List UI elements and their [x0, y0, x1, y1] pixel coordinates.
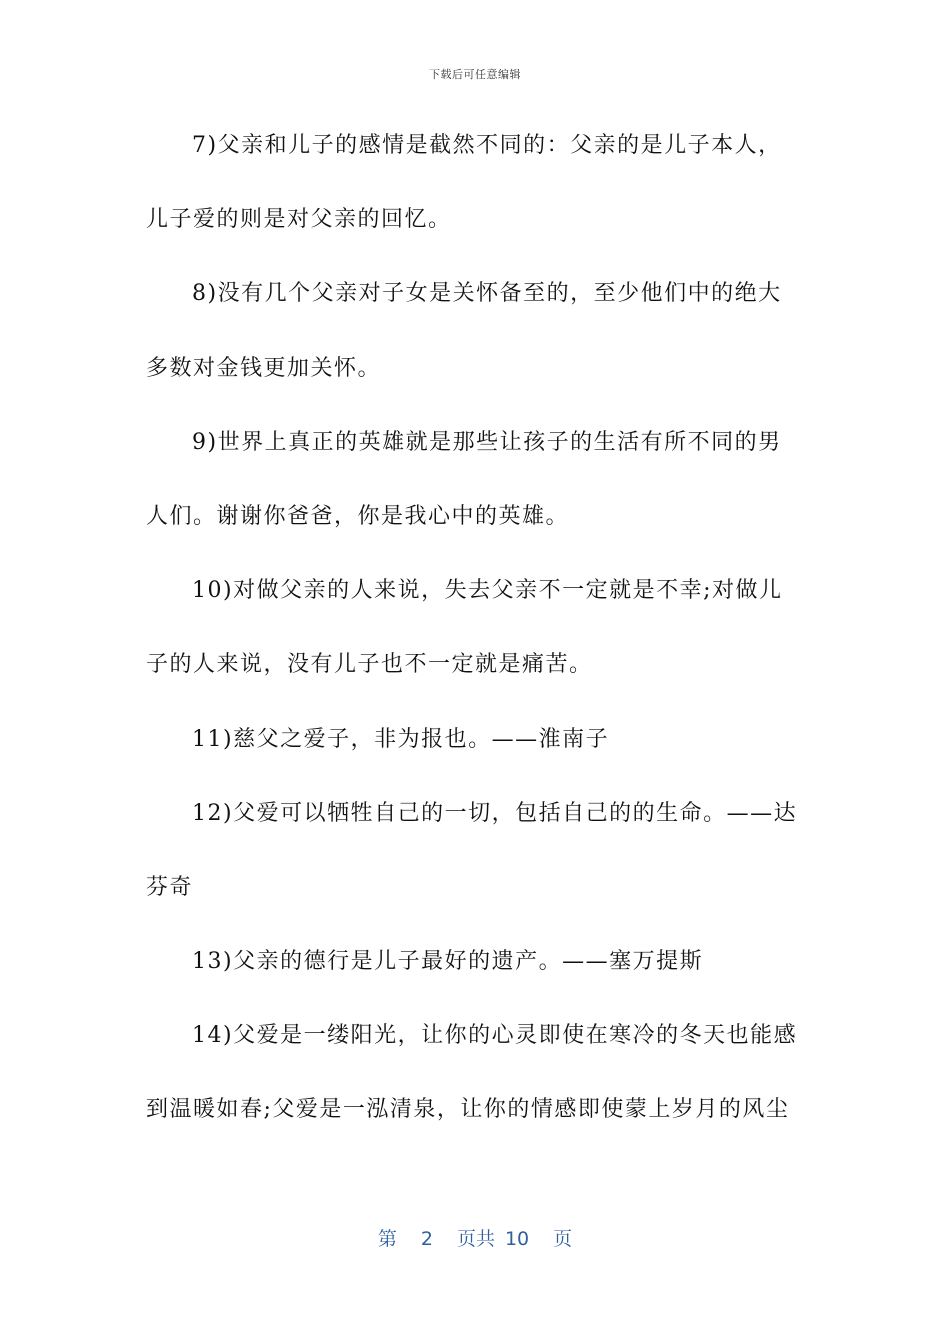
footer-page-mid: 页共	[456, 1228, 495, 1250]
text-line: 子的人来说，没有儿子也不一定就是痛苦。	[146, 652, 593, 678]
text-line: 芬奇	[146, 874, 194, 900]
text-line: 到温暖如春;父爱是一泓清泉，让你的情感即使蒙上岁月的风尘	[146, 1097, 790, 1123]
text-line: 14)父爱是一缕阳光，让你的心灵即使在寒冷的冬天也能感	[192, 1023, 798, 1049]
page-header: 下载后可任意编辑	[429, 68, 521, 81]
text-line: 8)没有几个父亲对子女是关怀备至的，至少他们中的绝大	[192, 281, 782, 307]
footer-current-page: 2	[420, 1228, 433, 1250]
footer-total-pages: 10	[504, 1228, 530, 1250]
text-line: 13)父亲的德行是儿子最好的遗产。——塞万提斯	[192, 949, 704, 975]
text-line: 7)父亲和儿子的感情是截然不同的：父亲的是儿子本人，	[192, 133, 782, 158]
text-line: 10)对做父亲的人来说，失去父亲不一定就是不幸;对做儿	[192, 578, 783, 604]
text-line: 多数对金钱更加关怀。	[146, 355, 382, 381]
text-line: 儿子爱的则是对父亲的回忆。	[146, 207, 452, 233]
text-line: 9)世界上真正的英雄就是那些让孩子的生活有所不同的男	[192, 429, 782, 455]
text-line: 11)慈父之爱子，非为报也。——淮南子	[192, 726, 610, 752]
body-content	[146, 122, 806, 1161]
text-line: 12)父爱可以牺牲自己的一切，包括自己的的生命。——达	[192, 800, 798, 826]
footer-page-prefix: 第	[377, 1228, 397, 1250]
footer-page-suffix: 页	[553, 1228, 573, 1250]
text-line: 人们。谢谢你爸爸，你是我心中的英雄。	[146, 503, 570, 529]
page-footer	[0, 1224, 950, 1251]
